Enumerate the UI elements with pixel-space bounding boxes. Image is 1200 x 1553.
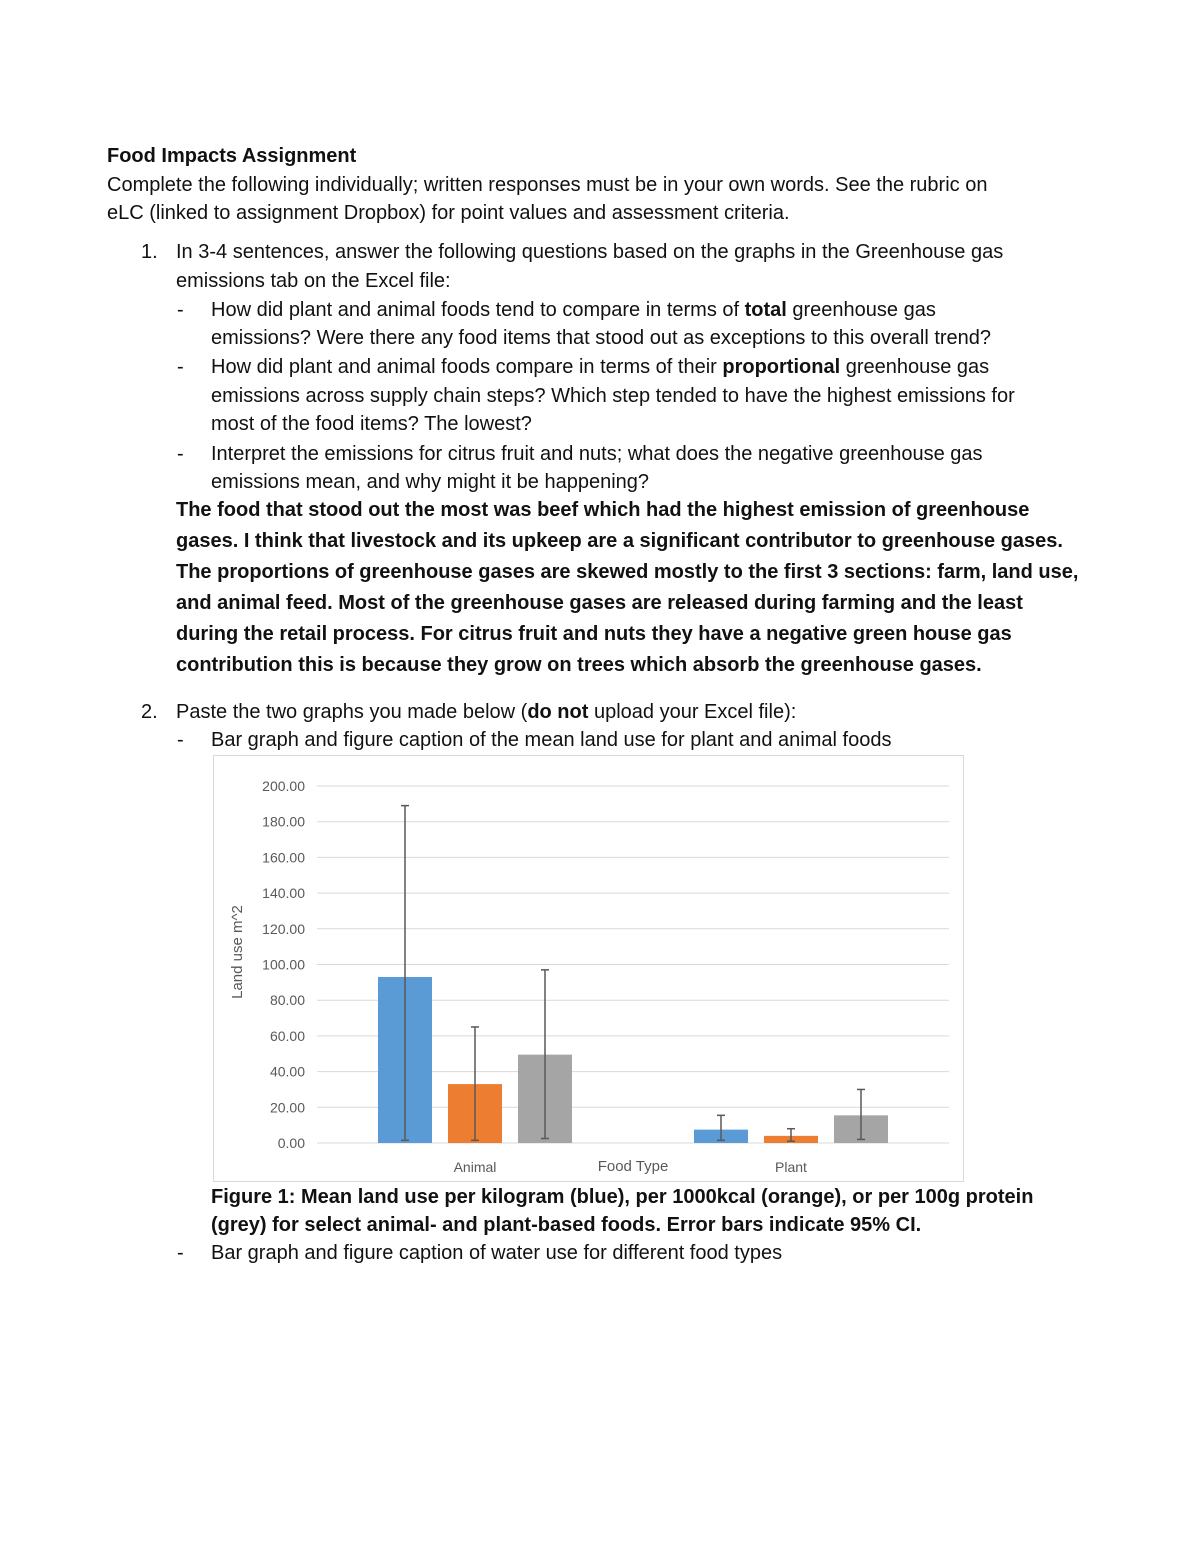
q1-bullet-3-line-2: emissions mean, and why might it be happening? xyxy=(211,471,650,493)
q1-bullet-3-line-1: Interpret the emissions for citrus fruit and nuts; what does the negative greenhouse gas xyxy=(211,443,983,465)
question-2-line: Paste the two graphs you made below (do not upload your Excel file): xyxy=(176,701,797,723)
y-tick-label: 140.00 xyxy=(262,885,305,902)
land-use-chart xyxy=(213,755,964,1182)
y-tick-label: 160.00 xyxy=(262,849,305,866)
question-1-line-2: emissions tab on the Excel file: xyxy=(176,270,451,292)
q1-bullet-2-line-1: How did plant and animal foods compare in terms of their proportional greenhouse gas xyxy=(211,356,990,378)
bullet-dash: - xyxy=(177,443,184,465)
question-1-number: 1. xyxy=(141,241,158,263)
document-title: Food Impacts Assignment xyxy=(107,145,357,167)
bullet-dash: - xyxy=(177,729,184,751)
q1-bullet-2-line-2: emissions across supply chain steps? Which step tended to have the highest emissions for xyxy=(211,385,1015,407)
y-tick-label: 40.00 xyxy=(269,1063,305,1080)
answer-line-6: contribution this is because they grow on trees which absorb the greenhouse gases. xyxy=(176,654,982,676)
y-tick-label: 100.00 xyxy=(262,956,305,973)
y-tick-label: 60.00 xyxy=(269,1027,305,1044)
question-2-number: 2. xyxy=(141,701,158,723)
y-tick-label: 180.00 xyxy=(262,813,305,830)
q2-bullet-1: Bar graph and figure caption of the mean land use for plant and animal foods xyxy=(211,729,892,751)
y-tick-label: 200.00 xyxy=(262,778,305,794)
answer-line-5: during the retail process. For citrus fruit and nuts they have a negative green house gas xyxy=(176,623,1012,645)
figure-caption-line-1: Figure 1: Mean land use per kilogram (blue), per 1000kcal (orange), or per 100g protein xyxy=(211,1186,1034,1208)
y-axis-label: Land use m^2 xyxy=(229,905,246,999)
q1-bullet-1-line-2: emissions? Were there any food items that stood out as exceptions to this overall trend? xyxy=(211,327,992,349)
x-tick-label: Plant xyxy=(775,1159,807,1175)
answer-line-1: The food that stood out the most was beef which had the highest emission of greenhouse xyxy=(176,499,1030,521)
q1-bullet-1-line-1: How did plant and animal foods tend to compare in terms of total greenhouse gas xyxy=(211,299,936,321)
bullet-dash: - xyxy=(177,299,184,321)
y-tick-label: 80.00 xyxy=(269,992,305,1009)
intro-line-1: Complete the following individually; written responses must be in your own words. See the rubric on xyxy=(107,174,988,196)
y-tick-label: 120.00 xyxy=(262,920,305,937)
answer-line-2: gases. I think that livestock and its upkeep are a significant contributor to greenhouse gases. xyxy=(176,530,1063,552)
intro-line-2: eLC (linked to assignment Dropbox) for point values and assessment criteria. xyxy=(107,202,790,224)
x-axis-label: Food Type xyxy=(597,1158,669,1175)
x-tick-label: Animal xyxy=(453,1159,497,1175)
bullet-dash: - xyxy=(177,1242,184,1264)
q2-bullet-2: Bar graph and figure caption of water use for different food types xyxy=(211,1242,783,1264)
q1-bullet-2-line-3: most of the food items? The lowest? xyxy=(211,413,532,435)
land-use-chart-svg xyxy=(214,756,963,1181)
answer-line-3: The proportions of greenhouse gases are skewed mostly to the first 3 sections: farm, land use, xyxy=(176,561,1079,583)
y-tick-label: 20.00 xyxy=(269,1099,305,1116)
answer-line-4: and animal feed. Most of the greenhouse gases are released during farming and the least xyxy=(176,592,1023,614)
bullet-dash: - xyxy=(177,356,184,378)
question-1-line-1: In 3-4 sentences, answer the following questions based on the graphs in the Greenhouse gas xyxy=(176,241,1004,263)
figure-caption-line-2: (grey) for select animal- and plant-based foods. Error bars indicate 95% CI. xyxy=(211,1214,922,1236)
y-tick-label: 0.00 xyxy=(277,1135,305,1151)
